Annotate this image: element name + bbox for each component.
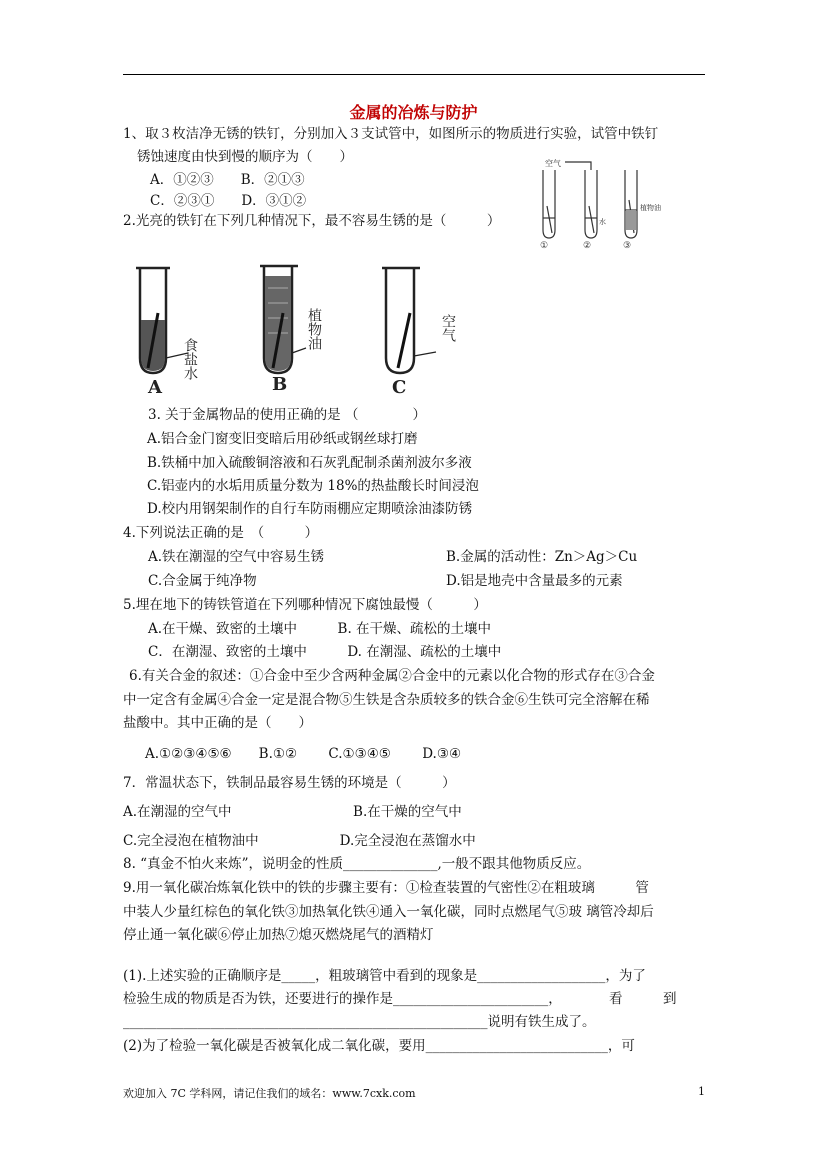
text-line: 9.用一氧化碳冶炼氧化铁中的铁的步骤主要有：①检查装置的气密性②在粗玻璃 管: [123, 880, 649, 896]
text-line: C．在潮湿、致密的土壤中 D. 在潮湿、疏松的土壤中: [148, 644, 502, 660]
text-line: 1、取３枚洁净无锈的铁钉，分别加入３支试管中，如图所示的物质进行实验，试管中铁钉: [123, 126, 659, 142]
text-line: ______________________________________________________说明有铁生成了。: [123, 1014, 596, 1030]
label-c-gas: 空气: [440, 314, 456, 342]
text-line: 7．常温状态下，铁制品最容易生锈的环境是（ ）: [123, 775, 456, 791]
text-line: 4.下列说法正确的是 （ ）: [123, 525, 319, 541]
fig1-label-water: 水: [599, 218, 606, 226]
fig1-num2: ②: [583, 241, 592, 251]
text-line: 检验生成的物质是否为铁，还要进行的操作是_______________________， 看 到: [123, 991, 677, 1007]
text-line: B.铁桶中加入硫酸铜溶液和石灰乳配制杀菌剂波尔多液: [147, 455, 472, 471]
label-a: A: [148, 377, 162, 398]
fig1-num3: ③: [623, 241, 632, 251]
test-tubes-figure-abc: [128, 258, 488, 398]
text-line: A.铝合金门窗变旧变暗后用砂纸或钢丝球打磨: [147, 431, 418, 447]
text-line: C.铝壶内的水垢用质量分数为 18%的热盐酸长时间浸泡: [147, 478, 479, 494]
text-line: A.①②③④⑤⑥ B.①② C.①③④⑤ D.③④: [145, 746, 462, 762]
text-line: (2)为了检验一氧化碳是否被氧化成二氧化碳，要用___________________________，可: [123, 1038, 635, 1054]
text-line: 2.光亮的铁钉在下列几种情况下，最不容易生锈的是（ ）: [123, 213, 501, 229]
page-title: 金属的冶炼与防护: [349, 103, 478, 122]
label-b-liquid: 植物油: [306, 308, 322, 350]
test-tubes-figure-small: [525, 158, 661, 251]
text-line: D.铝是地壳中含量最多的元素: [446, 573, 623, 589]
page-number: 1: [698, 1085, 705, 1098]
fig1-label-oil: 植物油: [640, 204, 661, 212]
text-line: 中装人少量红棕色的氧化铁③加热氧化铁④通入一氧化碳，同时点燃尾气⑤玻 璃管冷却后: [123, 904, 654, 920]
text-line: 8. “真金不怕火来炼”，说明金的性质______________,一般不跟其他物质反应。: [123, 856, 591, 872]
text-line: 停止通一氧化碳⑥停止加热⑦熄灭燃烧尾气的酒精灯: [123, 927, 434, 943]
text-line: A.铁在潮湿的空气中容易生锈: [148, 549, 325, 565]
text-line: B.金属的活动性：Zn＞Ag＞Cu: [446, 549, 638, 565]
text-line: C.合金属于纯净物: [148, 573, 257, 589]
fig1-label-air: 空气: [545, 159, 561, 168]
label-b: B: [272, 374, 288, 395]
text-line: A．①②③ B．②①③: [150, 172, 305, 188]
text-line: 锈蚀速度由快到慢的顺序为（ ）: [137, 149, 353, 165]
text-line: A.在干燥、致密的土壤中 B. 在干燥、疏松的土壤中: [148, 621, 492, 637]
text-line: A.在潮湿的空气中 B.在干燥的空气中: [123, 804, 462, 820]
text-line: (1).上述实验的正确顺序是_____，粗玻璃管中看到的现象是___________________，为了: [123, 968, 646, 984]
label-a-liquid: 食盐水: [182, 338, 198, 380]
text-line: 3. 关于金属物品的使用正确的是 （ ）: [148, 407, 426, 423]
text-line: C.完全浸泡在植物油中 D.完全浸泡在蒸馏水中: [123, 833, 476, 849]
text-line: D.校内用钢架制作的自行车防雨棚应定期喷涂油漆防锈: [147, 501, 473, 517]
text-line: 6.有关合金的叙述：①合金中至少含两种金属②合金中的元素以化合物的形式存在③合金: [129, 668, 655, 684]
header-rule: [123, 74, 705, 75]
label-c: C: [392, 377, 407, 398]
fig1-num1: ①: [540, 241, 549, 251]
footer-text: 欢迎加入 7C 学科网，请记住我们的域名：www.7cxk.com: [123, 1087, 416, 1100]
text-line: 5.埋在地下的铸铁管道在下列哪种情况下腐蚀最慢（ ）: [123, 597, 487, 613]
text-line: 中一定含有金属④合金一定是混合物⑤生铁是含杂质较多的铁合金⑥生铁可完全溶解在稀: [123, 692, 650, 708]
text-line: C．②③① D．③①②: [150, 193, 307, 209]
text-line: 盐酸中。其中正确的是（ ）: [123, 715, 312, 731]
